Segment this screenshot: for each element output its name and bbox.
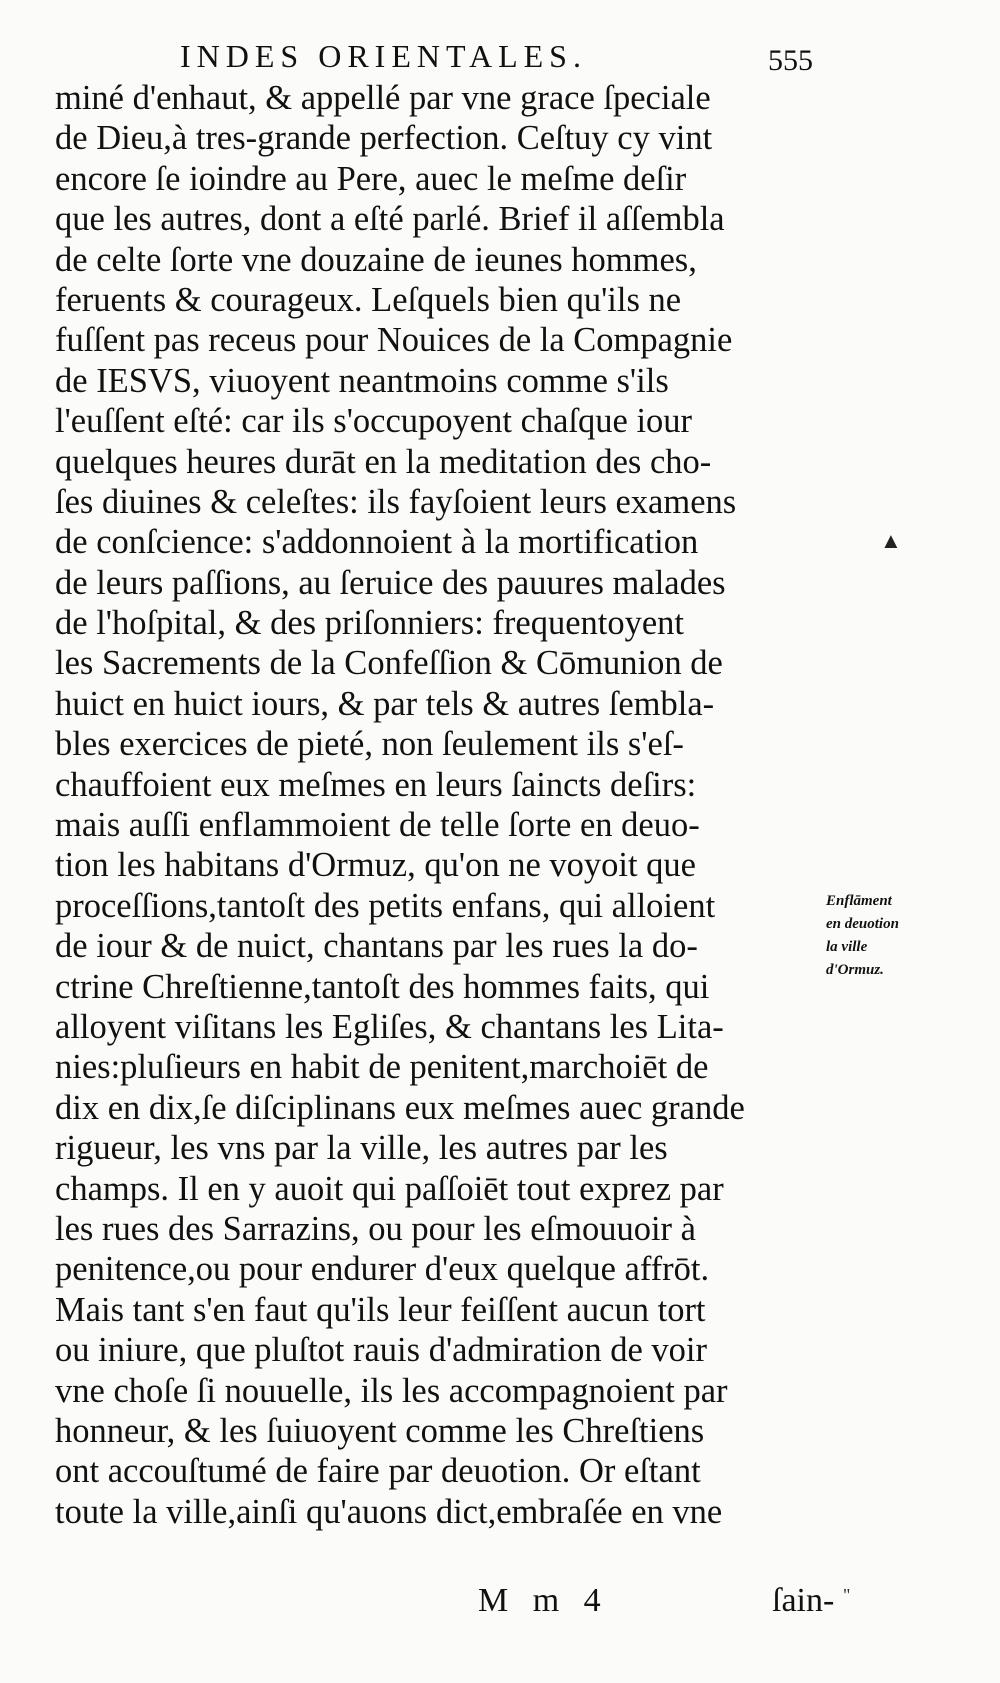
running-title: INDES ORIENTALES. [180, 38, 587, 74]
text-line: ou iniure, que pluſtot rauis d'admiration de voir [55, 1331, 707, 1370]
text-line: ont accouſtumé de faire par deuotion. Or eſtant [55, 1452, 701, 1491]
text-line: proceſſions,tantoſt des petits enfans, qui alloient [55, 886, 716, 925]
text-line: l'euſſent eſté: car ils s'occupoyent chaſque iour [55, 402, 693, 441]
text-line: dix en dix,ſe diſciplinans eux meſmes auec grande [55, 1088, 745, 1127]
margin-note-line: Enflāment [826, 893, 892, 909]
catchword: ſain- [772, 1582, 835, 1619]
margin-note-line: en deuotion [826, 916, 899, 932]
text-line: quelques heures durāt en la meditation des cho- [55, 442, 712, 481]
text-line: fuſſent pas receus pour Nouices de la Compagnie [55, 321, 733, 360]
text-line: toute la ville,ainſi qu'auons dict,embraſée en vne [55, 1492, 723, 1531]
text-line: de Dieu,à tres-grande perfection. Ceſtuy cy vint [55, 119, 713, 158]
page-number: 555 [768, 44, 813, 77]
text-line: vne choſe ſi nouuelle, ils les accompagnoient par [55, 1371, 728, 1410]
text-line: de l'hoſpital, & des priſonniers: frequentoyent [55, 604, 684, 643]
ink-speck: ▲ [880, 528, 902, 553]
ink-speck: " [843, 1585, 851, 1605]
text-line: nies:pluſieurs en habit de penitent,marchoiēt de [55, 1048, 709, 1087]
text-line: de celte ſorte vne douzaine de ieunes hommes, [55, 240, 697, 279]
text-line: les rues des Sarrazins, ou pour les eſmouuoir à [55, 1209, 696, 1248]
text-line: ſes diuines & celeſtes: ils fayſoient leurs examens [55, 482, 737, 521]
text-line: ctrine Chreſtienne,tantoſt des hommes faits, qui [55, 967, 710, 1006]
text-line: que les autres, dont a eſté parlé. Brief il aſſembla [55, 200, 725, 239]
text-line: champs. Il en y auoit qui paſſoiēt tout exprez par [55, 1169, 724, 1208]
text-line: huict en huict iours, & par tels & autres ſembla- [55, 684, 715, 723]
text-line: de iour & de nuict, chantans par les rues la do- [55, 927, 698, 966]
text-line: feruents & courageux. Leſquels bien qu'ils ne [55, 280, 682, 319]
text-line: chauffoient eux meſmes en leurs ſaincts deſirs: [55, 765, 697, 804]
text-line: de IESVS, viuoyent neantmoins comme s'ils [55, 361, 669, 400]
text-line: rigueur, les vns par la ville, les autres par les [55, 1129, 668, 1168]
text-line: bles exercices de pieté, non ſeulement ils s'eſ- [55, 725, 684, 764]
text-line: alloyent viſitans les Egliſes, & chantans les Lita- [55, 1007, 724, 1046]
margin-note-line: d'Ormuz. [826, 962, 884, 978]
margin-note-line: la ville [826, 939, 868, 955]
text-line: de leurs paſſions, au ſeruice des pauures malades [55, 563, 726, 602]
body-text [55, 78, 835, 1532]
text-line: miné d'enhaut, & appellé par vne grace ſpeciale [55, 79, 711, 117]
text-line: Mais tant s'en faut qu'ils leur feiſſent aucun tort [55, 1290, 706, 1329]
signature-mark: M m 4 [478, 1582, 609, 1619]
text-line: encore ſe ioindre au Pere, auec le meſme deſir [55, 159, 687, 198]
text-line: honneur, & les ſuiuoyent comme les Chreſtiens [55, 1411, 705, 1450]
text-line: de conſcience: s'addonnoient à la mortification [55, 523, 699, 562]
text-line: les Sacrements de la Confeſſion & Cōmunion de [55, 644, 723, 683]
margin-note [826, 890, 966, 982]
text-line: penitence,ou pour endurer d'eux quelque affrōt. [55, 1250, 710, 1289]
text-line: tion les habitans d'Ormuz, qu'on ne voyoit que [55, 846, 696, 885]
text-line: mais auſſi enflammoient de telle ſorte en deuo- [55, 806, 700, 845]
